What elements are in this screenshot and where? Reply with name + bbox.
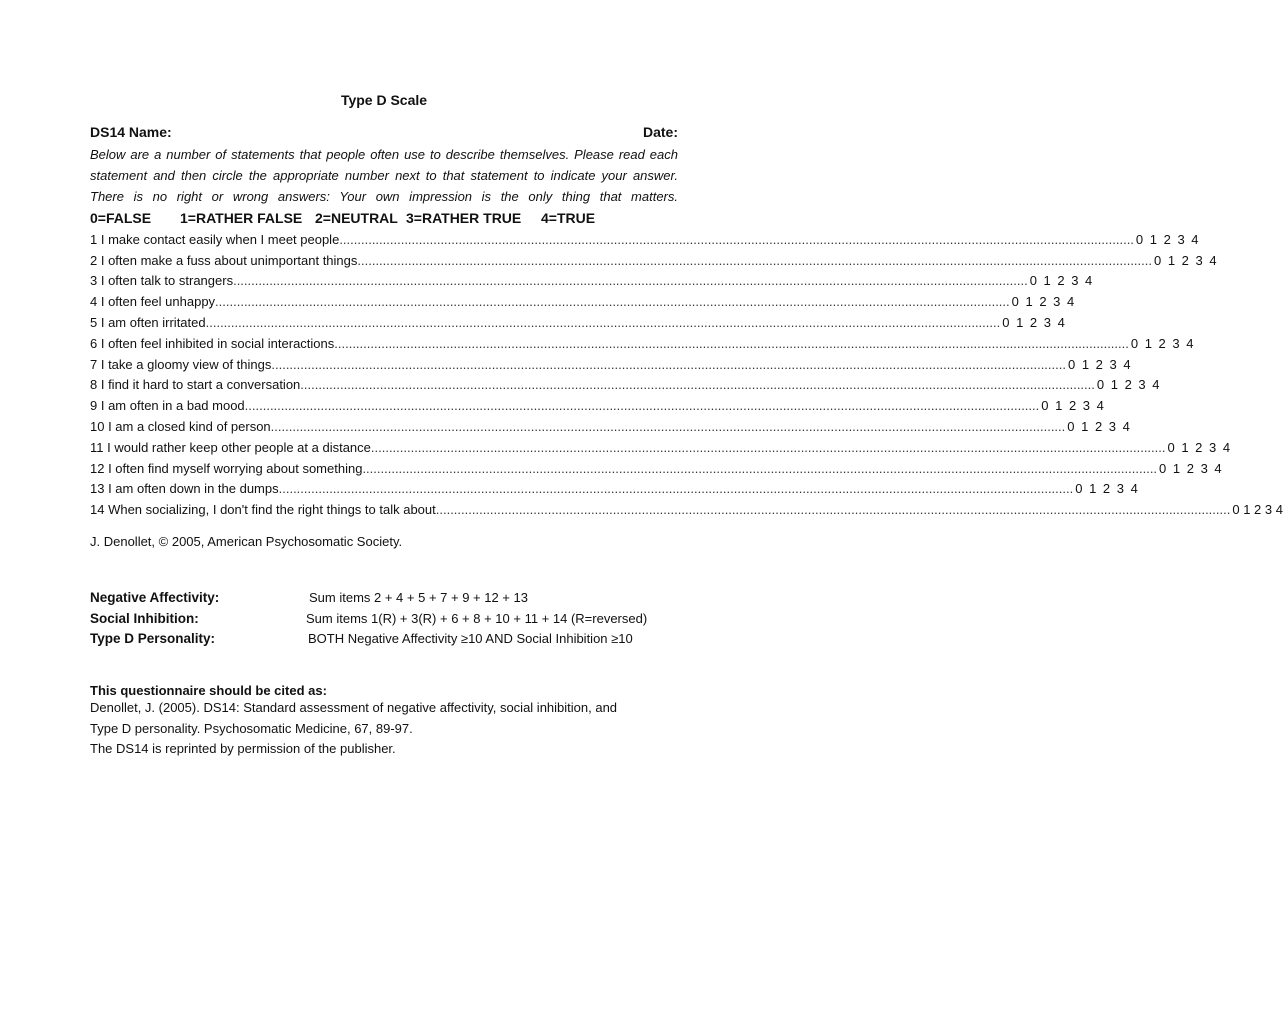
scoring-label: Negative Affectivity: (90, 589, 220, 605)
dot-leader: ............................................................................................................................................................................................................................ (205, 315, 1001, 331)
item-text: 14 When socializing, I don't find the right things to talk about (90, 502, 436, 518)
item-text: 4 I often feel unhappy (90, 294, 216, 310)
scale-option-4: 4=TRUE (541, 210, 596, 226)
list-item (90, 229, 1199, 250)
date-label: Date: (642, 124, 678, 140)
item-options[interactable]: 0 1 2 3 4 (1135, 231, 1199, 247)
item-text: 5 I am often irritated (90, 315, 206, 331)
list-item (90, 479, 1138, 500)
dot-leader: ............................................................................................................................................................................................................................ (357, 252, 1152, 268)
copyright-note: J. Denollet, © 2005, American Psychosomatic Society. (90, 534, 403, 550)
dot-leader: ............................................................................................................................................................................................................................ (233, 273, 1028, 289)
questionnaire-page (90, 92, 1283, 760)
item-text: 1 I make contact easily when I meet people (90, 231, 340, 247)
citation-line: The DS14 is reprinted by permission of the publisher. (90, 741, 396, 757)
item-options[interactable]: 0 1 2 3 4 (1167, 439, 1231, 455)
list-item (90, 416, 1130, 437)
item-options[interactable]: 0 1 2 3 4 (1075, 481, 1138, 497)
item-options[interactable]: 0 1 2 3 4 (1029, 273, 1093, 289)
item-options[interactable]: 0 1 2 3 4 (1154, 252, 1217, 268)
citation-line: Denollet, J. (2005). DS14: Standard assessment of negative affectivity, social inhibition, and (90, 699, 618, 715)
scoring-value: Sum items 1(R) + 3(R) + 6 + 8 + 10 + 11 + 14 (R=reversed) (306, 610, 648, 626)
list-item (90, 375, 1160, 396)
scoring-value: BOTH Negative Affectivity ≥10 AND Social Inhibition ≥10 (308, 631, 633, 647)
item-options[interactable]: 0 1 2 3 4 (1159, 460, 1222, 476)
dot-leader: ............................................................................................................................................................................................................................ (334, 335, 1129, 351)
scale-option-3: 3=RATHER TRUE (406, 210, 522, 226)
dot-leader: ............................................................................................................................................................................................................................ (244, 398, 1040, 414)
list-item (90, 354, 1131, 375)
list-item (90, 312, 1065, 333)
scoring-table (90, 587, 678, 649)
scoring-row (90, 587, 678, 608)
item-text: 8 I find it hard to start a conversation (90, 377, 301, 393)
page-title: Type D Scale (340, 92, 428, 108)
item-options[interactable]: 0 1 2 3 4 (1067, 356, 1131, 372)
dot-leader: ............................................................................................................................................................................................................................ (215, 294, 1010, 310)
dot-leader: ............................................................................................................................................................................................................................ (271, 356, 1066, 372)
list-item (90, 333, 1194, 354)
item-options[interactable]: 0 1 2 3 4 (1011, 294, 1075, 310)
dot-leader: ............................................................................................................................................................................................................................ (435, 502, 1231, 518)
list-item (90, 395, 1104, 416)
item-options[interactable]: 0 1 2 3 4 (1130, 335, 1194, 351)
item-text: 7 I take a gloomy view of things (90, 356, 272, 372)
list-item (90, 437, 1231, 458)
item-list (90, 229, 1283, 520)
dot-leader: ............................................................................................................................................................................................................................ (278, 481, 1074, 497)
item-text: 9 I am often in a bad mood (90, 398, 245, 414)
item-text: 11 I would rather keep other people at a distance (90, 439, 371, 455)
header-row (90, 124, 678, 140)
list-item (90, 250, 1217, 271)
scoring-value: Sum items 2 + 4 + 5 + 7 + 9 + 12 + 13 (309, 589, 528, 605)
scoring-label: Type D Personality: (90, 631, 216, 647)
dot-leader: ............................................................................................................................................................................................................................ (370, 439, 1166, 455)
scoring-row (90, 628, 678, 649)
citation-line: Type D personality. Psychosomatic Medicine, 67, 89-97. (90, 720, 413, 736)
dot-leader: ............................................................................................................................................................................................................................ (339, 231, 1134, 247)
scoring-label: Social Inhibition: (90, 610, 199, 626)
answer-scale (90, 207, 678, 229)
list-item (90, 458, 1222, 479)
item-text: 6 I often feel inhibited in social interactions (90, 335, 335, 351)
citation-heading: This questionnaire should be cited as: (90, 682, 327, 698)
item-options[interactable]: 0 1 2 3 4 (1067, 419, 1130, 435)
item-options[interactable]: 0 1 2 3 4 (1232, 502, 1283, 518)
name-label: DS14 Name: (90, 124, 172, 140)
scale-option-2: 2=NEUTRAL (315, 210, 398, 226)
list-item (90, 271, 1093, 292)
dot-leader: ............................................................................................................................................................................................................................ (362, 460, 1158, 476)
item-options[interactable]: 0 1 2 3 4 (1096, 377, 1160, 393)
item-text: 10 I am a closed kind of person (90, 419, 271, 435)
scale-option-1: 1=RATHER FALSE (180, 210, 303, 226)
dot-leader: ............................................................................................................................................................................................................................ (270, 419, 1066, 435)
item-text: 13 I am often down in the dumps (90, 481, 279, 497)
dot-leader: ............................................................................................................................................................................................................................ (300, 377, 1095, 393)
scoring-row (90, 608, 678, 629)
item-text: 3 I often talk to strangers (90, 273, 234, 289)
list-item (90, 291, 1075, 312)
item-options[interactable]: 0 1 2 3 4 (1002, 315, 1065, 331)
instructions: Below are a number of statements that people often use to describe themselves. Please read each statement and then circle the appropriate number next to that statement to indicate your answer. There is no right or wrong answers: Your own impression is the only thing that matters. (90, 147, 678, 204)
scale-option-0: 0=FALSE (90, 210, 152, 226)
item-text: 2 I often make a fuss about unimportant things (90, 252, 358, 268)
item-text: 12 I often find myself worrying about something (90, 460, 363, 476)
list-item (90, 499, 1283, 520)
item-options[interactable]: 0 1 2 3 4 (1041, 398, 1104, 414)
